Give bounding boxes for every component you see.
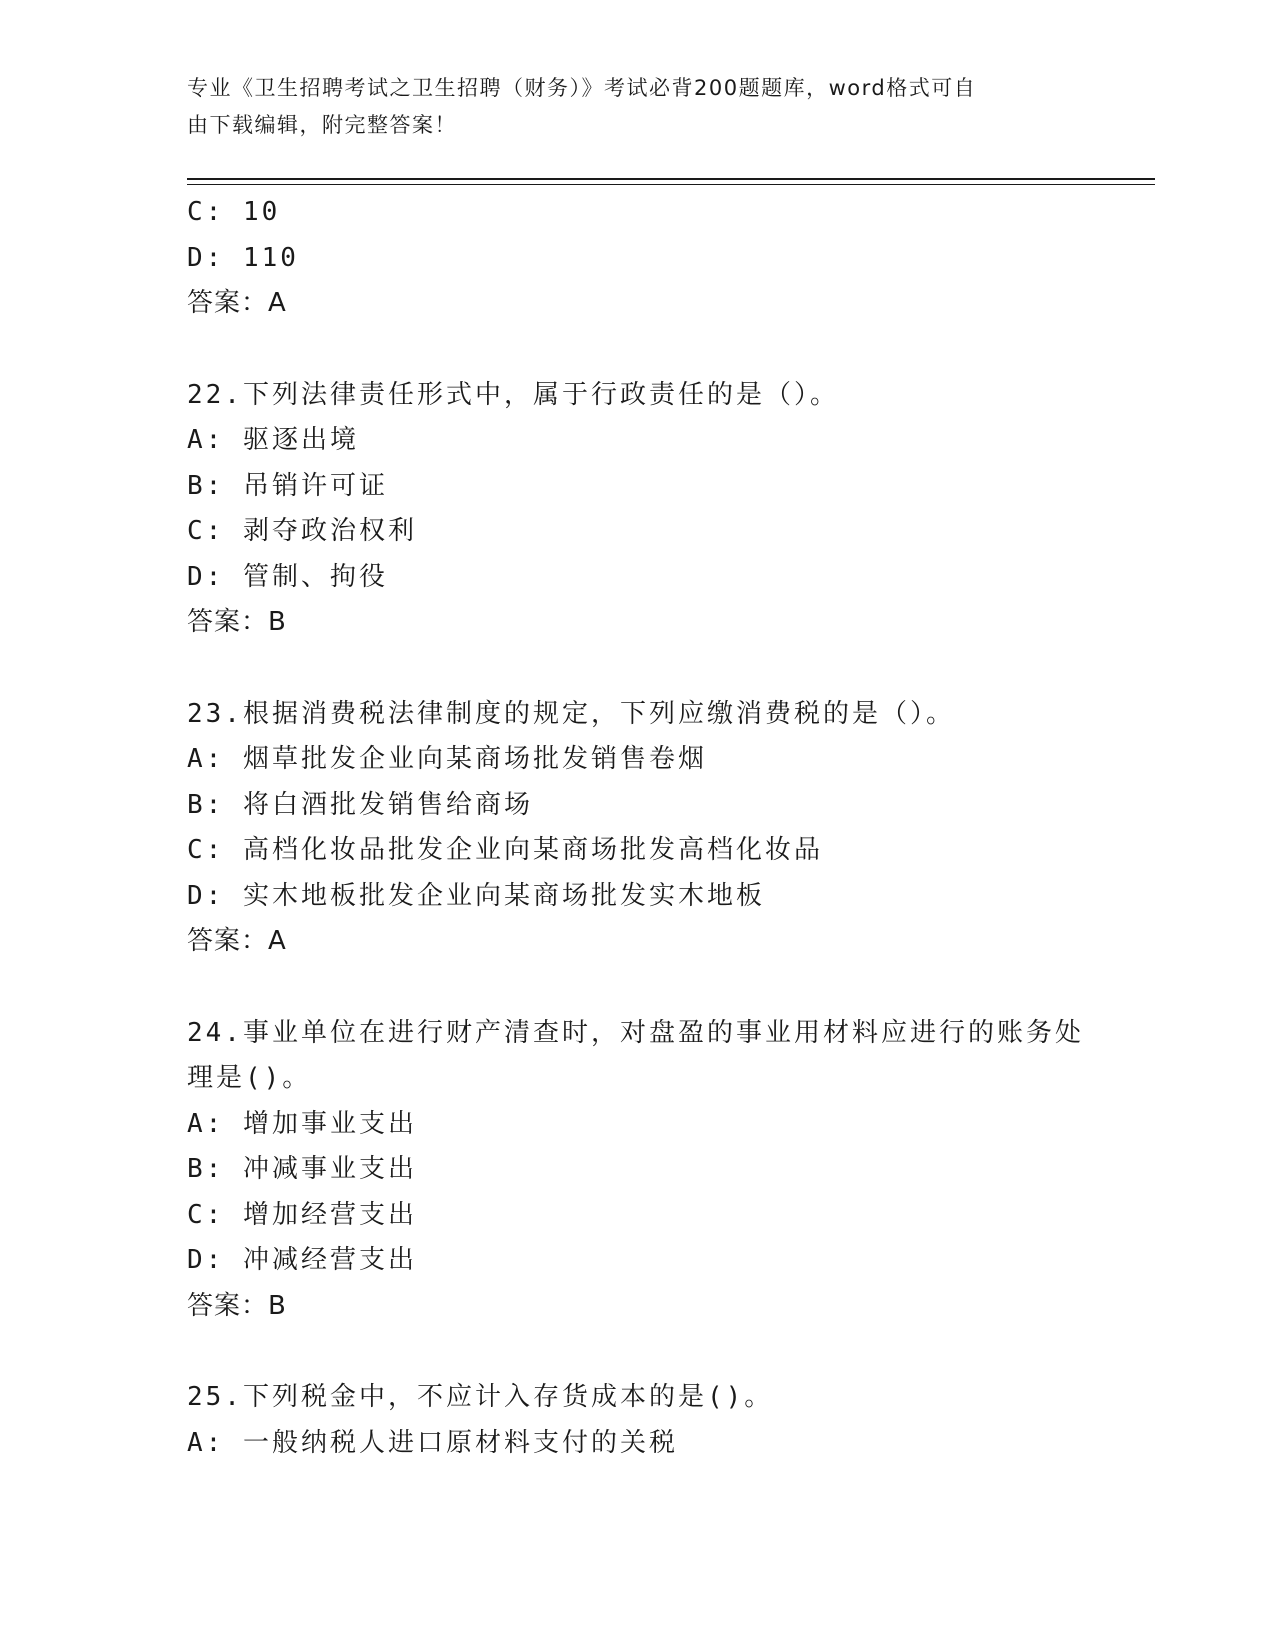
header-divider-thick <box>187 178 1155 180</box>
option-a: A: 驱逐出境 <box>187 425 359 455</box>
option-d: D: 管制、拘役 <box>187 561 388 592</box>
answer-line: 答案：A <box>187 926 287 956</box>
question-22 <box>187 373 1087 646</box>
option-c: C: 10 <box>187 197 281 227</box>
option-d: D: 实木地板批发企业向某商场批发实木地板 <box>187 880 765 911</box>
answer-line: 答案：A <box>187 288 287 318</box>
question-list <box>187 190 1087 1466</box>
option-b: B: 冲减事业支出 <box>187 1154 417 1184</box>
spacer <box>187 646 1087 692</box>
option-b: B: 将白酒批发销售给商场 <box>187 789 533 820</box>
question-stem: 23.根据消费税法律制度的规定，下列应缴消费税的是（）。 <box>187 698 955 729</box>
question-24 <box>187 1011 1087 1330</box>
question-25 <box>187 1375 1087 1466</box>
question-23 <box>187 692 1087 965</box>
document-header <box>187 70 1067 144</box>
spacer <box>187 1329 1087 1375</box>
option-a: A: 一般纳税人进口原材料支付的关税 <box>187 1427 678 1458</box>
option-b: B: 吊销许可证 <box>187 470 388 501</box>
question-stem-line-1: 24.事业单位在进行财产清查时，对盘盈的事业用材料应进行的账务处 <box>187 1017 1084 1048</box>
header-line-1: 专业《卫生招聘考试之卫生招聘（财务）》考试必背200题题库，word格式可自 <box>187 76 977 100</box>
spacer <box>187 965 1087 1011</box>
header-line-2: 由下载编辑，附完整答案！ <box>187 113 457 137</box>
question-stem-line-2: 理是()。 <box>187 1063 312 1093</box>
answer-line: 答案：B <box>187 1290 287 1321</box>
option-a: A: 烟草批发企业向某商场批发销售卷烟 <box>187 744 707 774</box>
option-d: D: 110 <box>187 242 299 273</box>
option-a: A: 增加事业支出 <box>187 1108 417 1139</box>
option-d: D: 冲减经营支出 <box>187 1245 417 1275</box>
option-c: C: 增加经营支出 <box>187 1199 417 1230</box>
option-c: C: 剥夺政治权利 <box>187 516 417 546</box>
option-c: C: 高档化妆品批发企业向某商场批发高档化妆品 <box>187 835 823 865</box>
header-divider-thin <box>187 184 1155 185</box>
question-stem: 22.下列法律责任形式中，属于行政责任的是（）。 <box>187 379 839 410</box>
answer-line: 答案：B <box>187 607 287 637</box>
question-stem: 25.下列税金中，不应计入存货成本的是()。 <box>187 1382 774 1412</box>
spacer <box>187 327 1087 373</box>
question-21 <box>187 190 1087 327</box>
